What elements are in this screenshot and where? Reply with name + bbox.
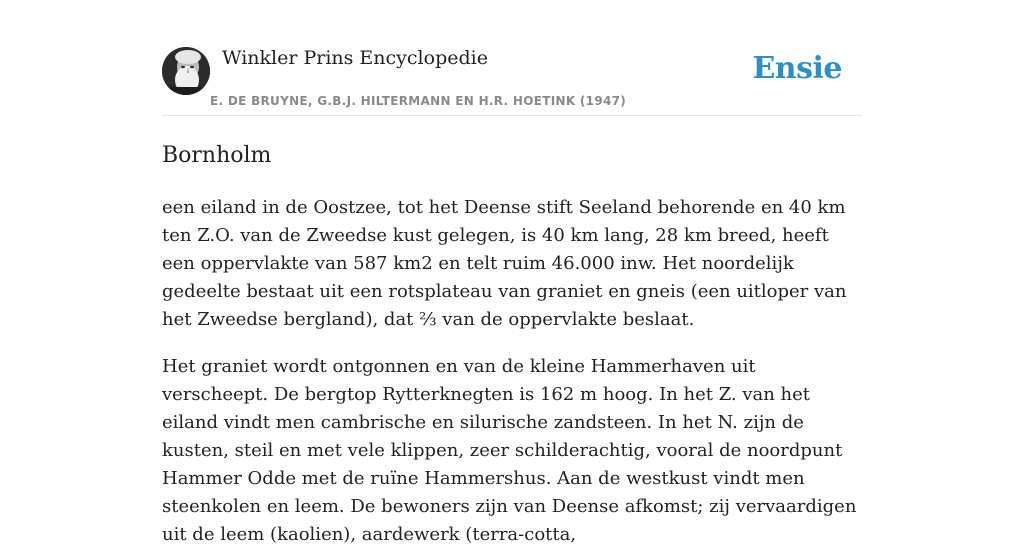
article-paragraph: Het graniet wordt ontgonnen en van de kleine Hammerhaven uit verscheept. De bergtop Rytterknegten is 162 m hoog. In het Z. van het eiland vindt men cambrische en silurische zandsteen. In het N. zijn de kusten, steil en met vele klippen, zeer schilderachtig, vooral de noordpunt Hammer Odde met de ruïne Hammershus. Aan de westkust vindt men steenkolen en leem. De bewoners zijn van Deense afkomst; zij vervaardigen uit de leem (kaolien), aardewerk (terra-cotta, [162,356,857,545]
publication-header [162,0,862,116]
article-paragraph: een eiland in de Oostzee, tot het Deense stift Seeland behorende en 40 km ten Z.O. van de Zweedse kust gelegen, is 40 km lang, 28 km breed, heeft een oppervlakte van 587 km2 en telt ruim 46.000 inw. Het noordelijk gedeelte bestaat uit een rotsplateau van graniet en gneis (een uitloper van het Zweedse bergland), dat ⅔ van de oppervlakte beslaat. [162,197,847,330]
publication-title[interactable]: Winkler Prins Encyclopedie [222,47,488,69]
page-container [162,0,862,549]
publication-authors: E. DE BRUYNE, G.B.J. HILTERMANN EN H.R. HOETINK (1947) [210,94,627,108]
brand-logo[interactable]: Ensie [752,51,842,86]
article-title: Bornholm [162,143,272,168]
bearded-man-portrait-icon [162,47,210,95]
author-avatar[interactable] [162,47,210,95]
